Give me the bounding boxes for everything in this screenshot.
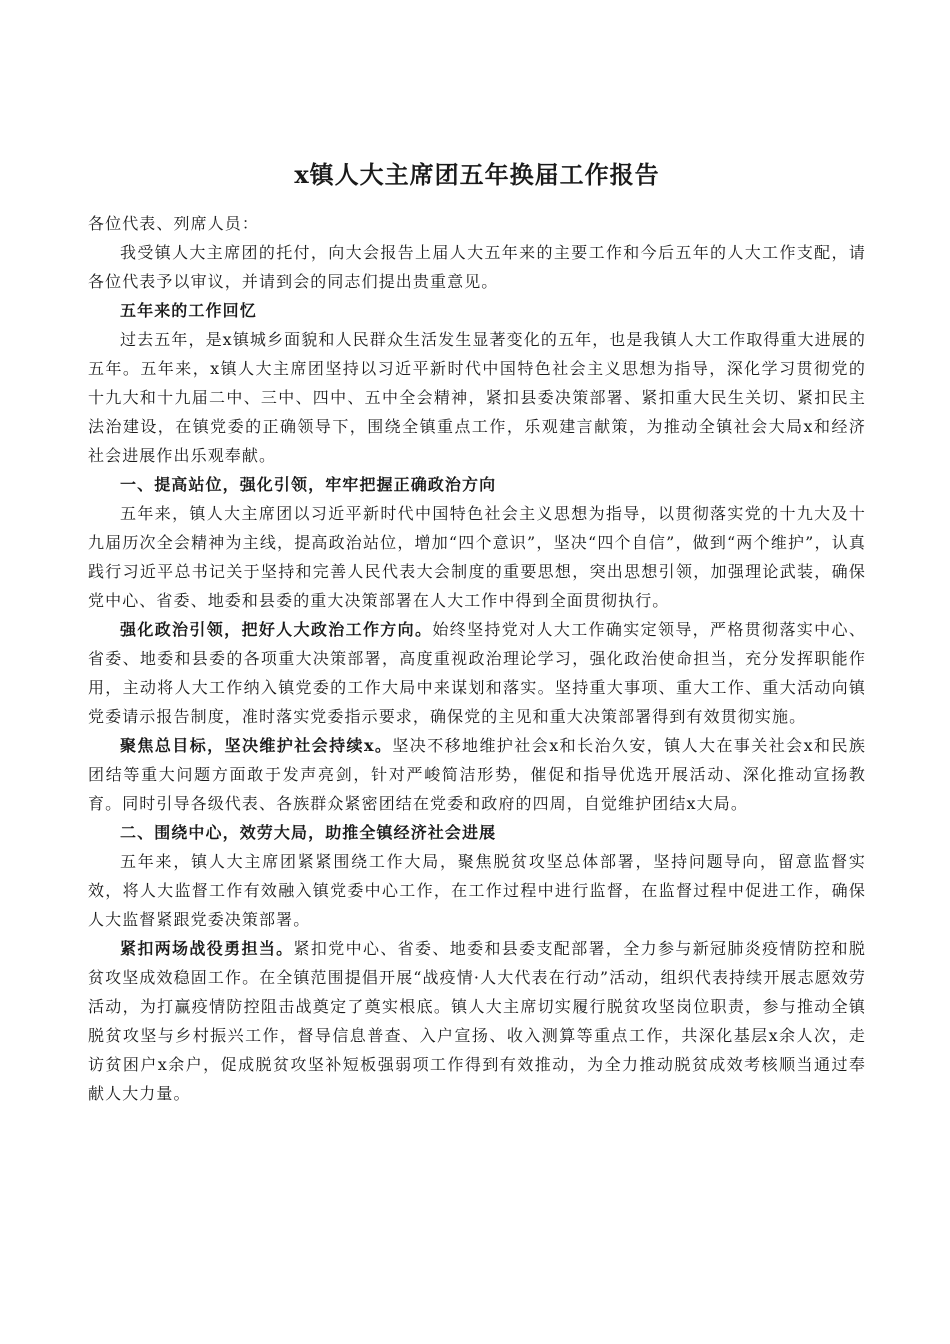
social-stability-paragraph bbox=[88, 731, 866, 818]
two-battles-paragraph bbox=[88, 934, 866, 1108]
two-battles-body: 紧扣党中心、省委、地委和县委支配部署，全力参与新冠肺炎疫情防控和脱贫攻坚成效稳固工作。在全镇范围提倡开展“战疫情·人大代表在行动”活动，组织代表持续开展志愿效劳活动，为打赢疫情防控阻击战奠定了奠实根底。镇人大主席切实履行脱贫攻坚岗位职责，参与推动全镇脱贫攻坚与乡村振兴工作，督导信息普查、入户宣扬、收入测算等重点工作，共深化基层x余人次，走访贫困户x余户，促成脱贫攻坚补短板强弱项工作得到有效推动，为全力推动脱贫成效考核顺当通过奉献人大力量。 bbox=[88, 939, 866, 1103]
section-1-paragraph: 五年来，镇人大主席团以习近平新时代中国特色社会主义思想为指导，以贯彻落实党的十九大及十九届历次全会精神为主线，提高政治站位，增加“四个意识”，坚决“四个自信”，做到“两个维护”，认真践行习近平总书记关于坚持和完善人民代表大会制度的重要思想，突出思想引领，加强理论武装，确保党中心、省委、地委和县委的重大决策部署在人大工作中得到全面贯彻执行。 bbox=[88, 504, 866, 610]
political-guidance-lead: 强化政治引领，把好人大政治工作方向。 bbox=[120, 620, 433, 639]
section-heading-review: 五年来的工作回忆 bbox=[120, 301, 257, 320]
section-heading-1: 一、提高站位，强化引领，牢牢把握正确政治方向 bbox=[120, 475, 497, 494]
document-page bbox=[88, 155, 866, 1108]
two-battles-lead: 紧扣两场战役勇担当。 bbox=[120, 939, 294, 958]
review-paragraph: 过去五年，是x镇城乡面貌和人民群众生活发生显著变化的五年，也是我镇人大工作取得重大进展的五年。五年来，x镇人大主席团坚持以习近平新时代中国特色社会主义思想为指导，深化学习贯彻党的十九大和十九届二中、三中、四中、五中全会精神，紧扣县委决策部署、紧扣重大民生关切、紧扣民主法治建设，在镇党委的正确领导下，围绕全镇重点工作，乐观建言献策，为推动全镇社会大局x和经济社会进展作出乐观奉献。 bbox=[88, 330, 866, 465]
social-stability-body: 坚决不移地维护社会x和长治久安，镇人大在事关社会x和民族团结等重大问题方面敢于发声亮剑，针对严峻简洁形势，催促和指导优选开展活动、深化推动宣扬教育。同时引导各级代表、各族群众紧密团结在党委和政府的四周，自觉维护团结x大局。 bbox=[88, 736, 866, 813]
section-2-paragraph: 五年来，镇人大主席团紧紧围绕工作大局，聚焦脱贫攻坚总体部署，坚持问题导向，留意监督实效，将人大监督工作有效融入镇党委中心工作，在工作过程中进行监督，在监督过程中促进工作，确保人大监督紧跟党委决策部署。 bbox=[88, 852, 866, 929]
political-guidance-body: 始终坚持党对人大工作确实定领导，严格贯彻落实中心、省委、地委和县委的各项重大决策部署，高度重视政治理论学习，强化政治使命担当，充分发挥职能作用，主动将人大工作纳入镇党委的工作大局中来谋划和落实。坚持重大事项、重大工作、重大活动向镇党委请示报告制度，准时落实党委指示要求，确保党的主见和重大决策部署得到有效贯彻实施。 bbox=[88, 620, 866, 726]
document-title: x镇人大主席团五年换届工作报告 bbox=[294, 160, 660, 189]
intro-paragraph: 我受镇人大主席团的托付，向大会报告上届人大五年来的主要工作和今后五年的人大工作支配，请各位代表予以审议，并请到会的同志们提出贵重意见。 bbox=[88, 243, 866, 291]
section-heading-2: 二、围绕中心，效劳大局，助推全镇经济社会进展 bbox=[120, 823, 497, 842]
social-stability-lead: 聚焦总目标，坚决维护社会持续x。 bbox=[120, 736, 393, 755]
political-guidance-paragraph bbox=[88, 615, 866, 731]
salutation: 各位代表、列席人员： bbox=[88, 214, 260, 233]
